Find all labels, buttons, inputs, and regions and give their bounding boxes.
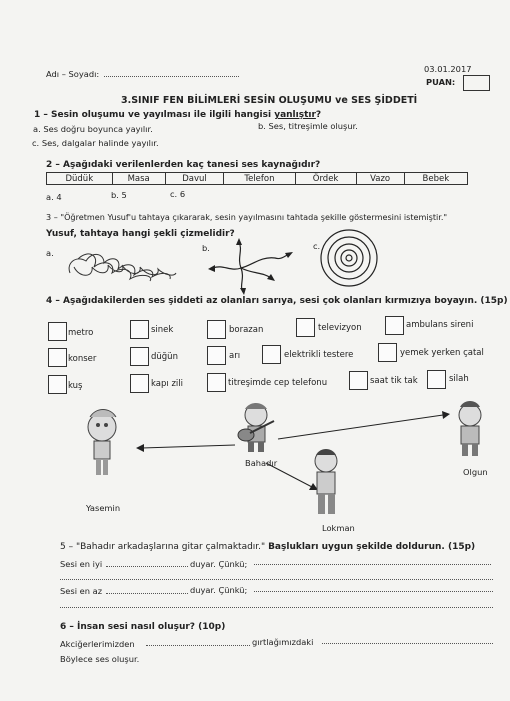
item-label-konser: konser xyxy=(68,354,97,364)
item-label-silah: silah xyxy=(449,374,469,384)
item-label-ambulans-sireni: ambulans sireni xyxy=(406,320,474,330)
label-yasemin: Yasemin xyxy=(86,503,121,513)
q2-item: Ördek xyxy=(295,173,356,185)
checkbox-kapi-zili[interactable] xyxy=(130,374,149,393)
q6-line-start: Akciğerlerimizden xyxy=(60,639,135,649)
checkbox-sinek[interactable] xyxy=(130,320,149,339)
q2-item: Vazo xyxy=(356,173,404,185)
q5-answer-2-blank[interactable] xyxy=(106,585,188,594)
q6-prompt: 6 – İnsan sesi nasıl oluşur? (10p) xyxy=(60,622,226,632)
item-label-televizyon: televizyon xyxy=(318,323,362,333)
q6-blank-1[interactable] xyxy=(146,637,250,646)
checkbox-yemek-yerken-catal[interactable] xyxy=(378,343,397,362)
arrows-figure xyxy=(205,236,297,296)
olgun-figure xyxy=(459,401,481,456)
q2-items-table xyxy=(46,172,468,185)
q3-label-b[interactable]: b. xyxy=(202,243,210,253)
q1-option-a[interactable]: a. Ses doğru boyunca yayılır. xyxy=(33,124,153,134)
q6-blank-2[interactable] xyxy=(322,635,493,644)
q3-label-a[interactable]: a. xyxy=(46,248,54,258)
q2-option-b[interactable]: b. 5 xyxy=(111,190,127,200)
q1-option-b[interactable]: b. Ses, titreşimle oluşur. xyxy=(258,121,358,131)
q5-reason-1-cont[interactable] xyxy=(60,571,493,580)
q5-answer-1-blank[interactable] xyxy=(106,558,188,567)
q2-item: Bebek xyxy=(404,173,467,185)
score-label: PUAN: xyxy=(426,77,456,87)
item-label-dugun: düğün xyxy=(151,352,178,362)
q5-line2-end: duyar. Çünkü; xyxy=(190,585,248,595)
q1-prompt: 1 – Sesin oluşumu ve yayılması ile ilgili hangisi yanlıştır? xyxy=(34,110,322,120)
item-label-elektrikli-testere: elektrikli testere xyxy=(284,350,354,360)
q4-prompt: 4 – Aşağıdakilerden ses şiddeti az olanları sarıya, sesi çok olanları kırmızıya boyayın. (15p) xyxy=(46,296,508,306)
q2-option-c[interactable]: c. 6 xyxy=(170,189,186,199)
checkbox-televizyon[interactable] xyxy=(296,318,315,337)
checkbox-elektrikli-testere[interactable] xyxy=(262,345,281,364)
q3-prompt: 3 – "Öğretmen Yusuf'u tahtaya çıkararak, sesin yayılmasını tahtada şekille göstermesini istemiştir." xyxy=(46,212,448,222)
item-label-kus: kuş xyxy=(68,381,83,391)
checkbox-borazan[interactable] xyxy=(207,320,226,339)
q5-line1-end: duyar. Çünkü; xyxy=(190,559,248,569)
q2-item: Masa xyxy=(112,173,165,185)
date: 03.01.2017 xyxy=(424,64,472,74)
checkbox-ari[interactable] xyxy=(207,346,226,365)
item-label-kapi-zili: kapı zili xyxy=(151,379,183,389)
item-label-borazan: borazan xyxy=(229,325,264,335)
scribble-figure xyxy=(64,245,194,285)
checkbox-ambulans-sireni[interactable] xyxy=(385,316,404,335)
q6-line-mid: gırtlağımızdaki xyxy=(252,637,314,647)
name-label: Adı – Soyadı: xyxy=(46,69,100,79)
q2-item: Telefon xyxy=(224,173,295,185)
characters-illustration xyxy=(60,395,500,535)
page-title: 3.SINIF FEN BİLİMLERİ SESİN OLUŞUMU ve SES ŞİDDETİ xyxy=(121,95,418,106)
label-bahadir: Bahadır xyxy=(245,458,278,468)
item-label-metro: metro xyxy=(68,328,94,338)
q6-line-end: Böylece ses oluşur. xyxy=(60,654,140,664)
concentric-circles-figure xyxy=(318,227,380,289)
checkbox-titresimde-cep-telefonu[interactable] xyxy=(207,373,226,392)
checkbox-kus[interactable] xyxy=(48,375,67,394)
item-label-saat-tik-tak: saat tik tak xyxy=(370,376,418,386)
q5-line2-start: Sesi en az xyxy=(60,586,103,596)
q3-label-c[interactable]: c. xyxy=(313,241,321,251)
q2-option-a[interactable]: a. 4 xyxy=(46,192,62,202)
q5-reason-2-blank[interactable] xyxy=(254,583,493,592)
checkbox-konser[interactable] xyxy=(48,348,67,367)
item-label-ari: arı xyxy=(229,351,241,361)
q5-reason-1-blank[interactable] xyxy=(254,556,491,565)
label-olgun: Olgun xyxy=(463,467,488,477)
q2-prompt: 2 – Aşağıdaki verilenlerden kaç tanesi ses kaynağıdır? xyxy=(46,160,321,170)
q5-line1-start: Sesi en iyi xyxy=(60,559,103,569)
name-line[interactable] xyxy=(104,68,239,77)
score-box[interactable] xyxy=(463,75,490,91)
checkbox-saat-tik-tak[interactable] xyxy=(349,371,368,390)
label-lokman: Lokman xyxy=(322,523,355,533)
q1-option-c[interactable]: c. Ses, dalgalar halinde yayılır. xyxy=(32,138,159,148)
q5-reason-2-cont[interactable] xyxy=(60,599,493,608)
item-label-sinek: sinek xyxy=(151,325,174,335)
q5-prompt: 5 – "Bahadır arkadaşlarına gitar çalmaktadır." Başlukları uygun şekilde doldurun. (15p) xyxy=(60,542,476,552)
lokman-figure xyxy=(315,449,337,514)
item-label-titresimde-cep-telefonu: titreşimde cep telefonu xyxy=(228,378,328,388)
yasemin-figure xyxy=(88,410,116,476)
q3-subprompt: Yusuf, tahtaya hangi şekli çizmelidir? xyxy=(46,229,235,239)
checkbox-silah[interactable] xyxy=(427,370,446,389)
item-label-yemek-yerken-catal: yemek yerken çatal xyxy=(400,348,484,358)
checkbox-metro[interactable] xyxy=(48,322,67,341)
q2-item: Davul xyxy=(165,173,224,185)
q2-item: Düdük xyxy=(47,173,113,185)
bahadir-figure xyxy=(238,403,274,452)
checkbox-dugun[interactable] xyxy=(130,347,149,366)
